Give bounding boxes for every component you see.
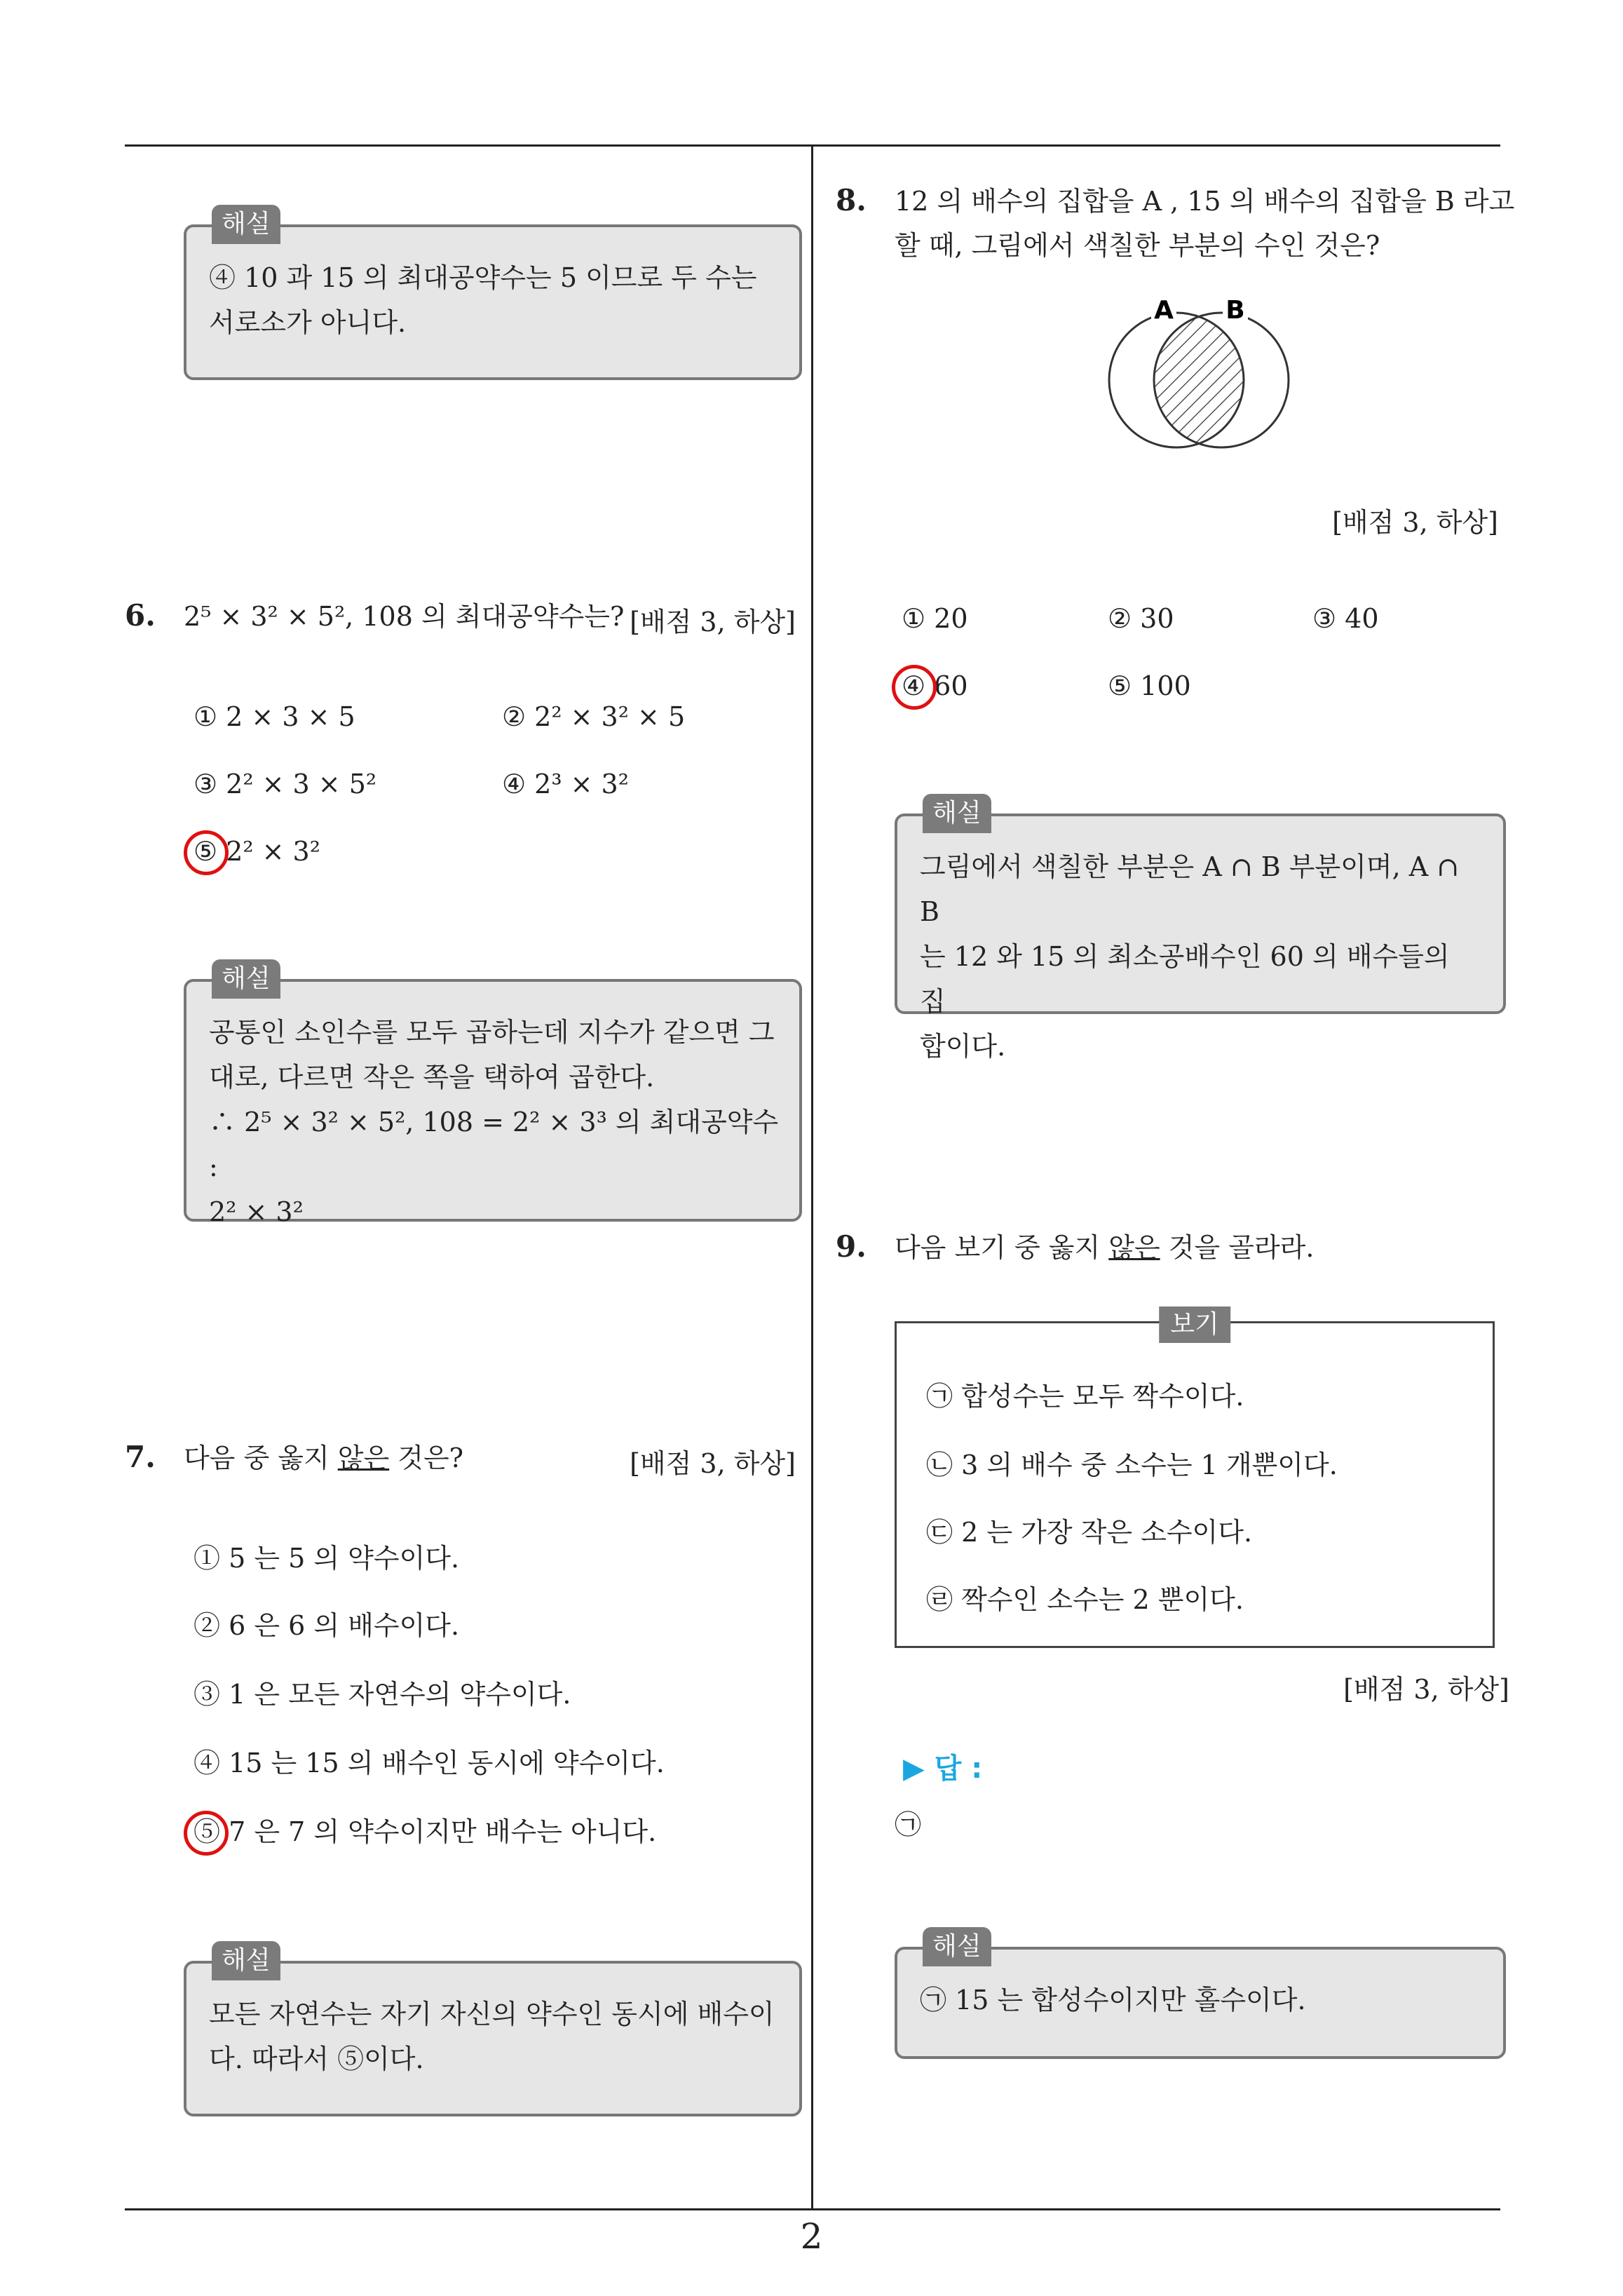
q8-choice-1[interactable]: ① 20 <box>902 603 968 634</box>
q7-solution-line-1: 모든 자연수는 자기 자신의 약수인 동시에 배수이 <box>209 1999 775 2030</box>
q7-choice-2[interactable]: ② 6 은 6 의 배수이다. <box>193 1610 460 1641</box>
q8-choice-5[interactable]: ⑤ 100 <box>1108 670 1191 701</box>
q8-answer-circle-mark <box>892 665 937 710</box>
q7-answer-circle-mark <box>184 1811 229 1856</box>
venn-label-a: A <box>1154 296 1174 325</box>
q9-number: 9. <box>836 1229 867 1264</box>
q6-solution-label: 해설 <box>212 959 280 999</box>
q6-solution-line-1: 공통인 소인수를 모두 곱하는데 지수가 같으면 그 <box>209 1017 775 1048</box>
q8-solution-line-1: 그림에서 색칠한 부분은 A ∩ B 부분이며, A ∩ B <box>920 851 1460 927</box>
q9-bogi-item-1: ㉠ 합성수는 모두 짝수이다. <box>926 1381 1244 1412</box>
q8-choice-2[interactable]: ② 30 <box>1108 603 1174 634</box>
q9-bogi-item-2: ㉡ 3 의 배수 중 소수는 1 개뿐이다. <box>926 1450 1338 1480</box>
q8-question <box>836 178 1514 224</box>
q9-question-pre: 다음 보기 중 옳지 <box>894 1232 1109 1263</box>
q6-solution-line-3: ∴ 2⁵ × 3² × 5², 108 = 2² × 3³ 의 최대공약수 : <box>209 1107 779 1182</box>
q9-solution-line-1: ㉠ 15 는 합성수이지만 홀수이다. <box>920 1985 1306 2015</box>
page-number: 2 <box>800 2216 823 2257</box>
q9-answer-value[interactable]: ㉠ <box>895 1809 922 1840</box>
q8-solution-line-2: 는 12 와 15 의 최소공배수인 60 의 배수들의 집 <box>920 941 1450 1017</box>
q9-bogi-item-4: ㉣ 짝수인 소수는 2 뿐이다. <box>926 1584 1244 1615</box>
q7-question-post: 것은? <box>389 1443 464 1473</box>
q8-venn-diagram <box>1094 295 1304 449</box>
bottom-rule <box>125 2208 1500 2210</box>
q5-solution-line-2: 서로소가 아니다. <box>209 307 407 338</box>
q6-solution-line-4: 2² × 3² <box>209 1196 304 1227</box>
q6-choice-2[interactable]: ② 2² × 3² × 5 <box>502 701 686 732</box>
q7-choice-3[interactable]: ③ 1 은 모든 자연수의 약수이다. <box>193 1679 571 1710</box>
q6-solution-box <box>184 964 802 1227</box>
q6-points: [배점 3, 하상] <box>630 607 796 637</box>
q8-number: 8. <box>836 183 867 217</box>
q7-solution-label: 해설 <box>212 1941 280 1980</box>
q6-question-text: 2⁵ × 3² × 5², 108 의 최대공약수는? <box>183 601 625 632</box>
q7-question-pre: 다음 중 옳지 <box>183 1443 338 1473</box>
q9-solution-label: 해설 <box>923 1927 991 1966</box>
q8-choice-4[interactable]: ④ 60 <box>902 670 968 701</box>
q5-solution-box <box>184 210 802 380</box>
q7-number: 7. <box>125 1440 156 1474</box>
q9-question-post: 것을 골라라. <box>1160 1232 1315 1263</box>
q6-number: 6. <box>125 598 156 633</box>
q6-solution-line-2: 대로, 다르면 작은 쪽을 택하여 곱한다. <box>209 1062 655 1093</box>
q6-choice-5[interactable]: ⑤ 2² × 3² <box>193 836 320 867</box>
q7-choice-5[interactable]: ⑤ 7 은 7 의 약수이지만 배수는 아니다. <box>193 1816 657 1847</box>
q8-question-line-2: 할 때, 그림에서 색칠한 부분의 수인 것은? <box>895 230 1380 261</box>
q7-points: [배점 3, 하상] <box>630 1448 796 1479</box>
q9-bogi-item-3: ㉢ 2 는 가장 작은 소수이다. <box>926 1517 1253 1548</box>
q7-solution-line-2: 다. 따라서 ⑤이다. <box>209 2044 424 2074</box>
q7-solution-box <box>184 1946 802 2116</box>
q8-solution-box <box>895 799 1506 1062</box>
q9-bogi-label: 보기 <box>1159 1306 1230 1343</box>
q6-answer-circle-mark <box>184 830 229 875</box>
q9-question <box>836 1224 1314 1270</box>
column-divider <box>811 144 813 2210</box>
q9-bogi-box <box>895 1310 1495 1648</box>
q6-choice-4[interactable]: ④ 2³ × 3² <box>502 769 629 799</box>
q5-solution-line-1: ④ 10 과 15 의 최대공약수는 5 이므로 두 수는 <box>209 262 757 293</box>
venn-label-b: B <box>1225 296 1245 325</box>
q9-solution-box <box>895 1932 1506 2059</box>
q8-solution-line-3: 합이다. <box>920 1031 1006 1062</box>
q6-choice-3[interactable]: ③ 2² × 3 × 5² <box>193 769 377 799</box>
q8-choice-3[interactable]: ③ 40 <box>1312 603 1379 634</box>
q9-points: [배점 3, 하상] <box>1343 1674 1509 1705</box>
q8-solution-label: 해설 <box>923 794 991 833</box>
q9-answer-label: ▶ 답 : <box>903 1753 983 1785</box>
q7-question-underlined: 않은 <box>337 1443 390 1473</box>
q5-solution-label: 해설 <box>212 205 280 244</box>
q9-question-underlined: 않은 <box>1108 1232 1160 1263</box>
q8-points: [배점 3, 하상] <box>1332 507 1498 538</box>
q7-choice-1[interactable]: ① 5 는 5 의 약수이다. <box>193 1543 460 1574</box>
q6-choice-1[interactable]: ① 2 × 3 × 5 <box>193 701 355 732</box>
q7-question <box>125 1435 463 1480</box>
q6-question <box>125 593 624 639</box>
q7-choice-4[interactable]: ④ 15 는 15 의 배수인 동시에 약수이다. <box>193 1748 665 1778</box>
q8-question-line-1: 12 의 배수의 집합을 A , 15 의 배수의 집합을 B 라고 <box>894 186 1515 217</box>
